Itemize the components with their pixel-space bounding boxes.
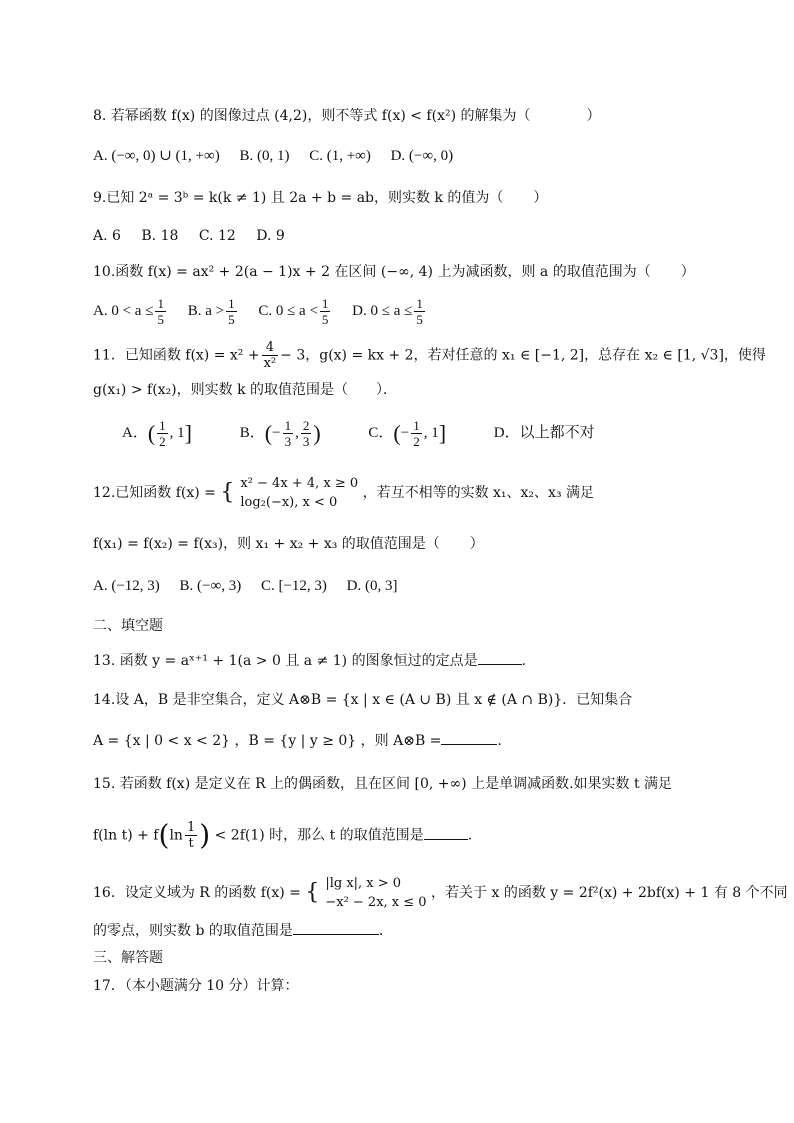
section-heading-fill-in: 二、填空题: [93, 618, 163, 634]
fraction: $\frac{1}{5}$: [157, 296, 164, 327]
question-14-line-1: 14.设 A，B 是非空集合，定义 A⊗B = {x | x ∈ (A ∪ B) 且 x ∉ (A ∩ B)}．已知集合: [93, 692, 633, 708]
question-12-options: [93, 576, 734, 596]
question-8-stem: 8. 若幂函数 f(x) 的图像过点 (4,2)，则不等式 f(x) < f(x²) 的解集为（ ）: [93, 108, 601, 124]
section-heading-solutions: 三、解答题: [93, 950, 163, 966]
question-11-options: [122, 418, 734, 449]
option-b: B. a > $\frac{1}{5}$: [187, 296, 235, 327]
option-b: B. (0, 1): [239, 148, 290, 164]
option-b: B．(− $\frac{1}{3}$ , $\frac{2}{3}$ ): [239, 418, 321, 449]
question-16-line-2: 的零点，则实数 b 的取值范围是 ．: [93, 920, 734, 941]
answer-blank: [293, 920, 379, 935]
question-10-options: [93, 296, 734, 327]
option-d: D. 0 ≤ a ≤ $\frac{1}{5}$: [352, 296, 423, 327]
option-b: B. 18: [141, 228, 179, 244]
question-16-line-1: 16．设定义域为 R 的函数 f(x) = { |lg x|, x > 0 −x² − 2x, x ≤ 0 ，若关于 x 的函数 y = 2f²(x) + 2bf(x) + 1 有 8 个不同: [93, 876, 788, 910]
fraction: $\frac{1}{5}$: [228, 296, 235, 327]
answer-blank: [441, 730, 497, 745]
fraction: $\frac{1}{5}$: [321, 296, 329, 327]
piecewise-function: x² − 4x + 4, x ≥ 0 log₂(−x), x < 0: [240, 476, 359, 510]
option-a: A. (−12, 3): [93, 578, 160, 594]
question-11-stem: 11．已知函数 f(x) = x² + $\frac{4}{\text{x²}}$ − 3，g(x) = kx + 2，若对任意的 x₁ ∈ [−1, 2]，总存在 x₂ ∈ [1, √3]，使得: [93, 340, 766, 371]
piecewise-function: |lg x|, x > 0 −x² − 2x, x ≤ 0: [325, 876, 427, 910]
fraction: $\frac{1}{t}$: [186, 820, 196, 851]
option-a: A. 6: [93, 228, 121, 244]
answer-blank: [478, 650, 522, 665]
question-9-stem: 9.已知 2ᵃ = 3ᵇ = k(k ≠ 1) 且 2a + b = ab，则实数 k 的值为（ ）: [93, 190, 548, 206]
option-d: D. 9: [256, 228, 285, 244]
option-a: A. (−∞, 0) ∪ (1, +∞): [93, 148, 220, 164]
question-14-line-2: A = {x | 0 < x < 2} ，B = {y | y ≥ 0} ，则 A⊗B = .: [93, 730, 734, 751]
option-a: A. 0 < a ≤ $\frac{1}{5}$: [93, 296, 164, 327]
option-c: C. 12: [198, 228, 236, 244]
option-b: B. (−∞, 3): [179, 578, 242, 594]
fraction: $\frac{1}{5}$: [416, 296, 423, 327]
option-c: C. 0 ≤ a < $\frac{1}{5}$: [258, 296, 329, 327]
question-12-stem-cont: f(x₁) = f(x₂) = f(x₃)，则 x₁ + x₂ + x₃ 的取值范围是（ ）: [93, 536, 484, 552]
option-c: C．(− $\frac{1}{2}$ , 1]: [368, 418, 447, 449]
option-a: A．( $\frac{1}{2}$ , 1]: [122, 418, 192, 449]
option-d: D. (−∞, 0): [390, 148, 454, 164]
question-13: 13. 函数 y = aˣ⁺¹ + 1(a > 0 且 a ≠ 1) 的图象恒过的定点是 .: [93, 650, 734, 671]
option-d: D. (0, 3]: [346, 578, 398, 594]
question-10-stem: 10.函数 f(x) = ax² + 2(a − 1)x + 2 在区间 (−∞, 4) 上为减函数，则 a 的取值范围为（ ）: [93, 264, 695, 280]
answer-blank: [424, 825, 468, 840]
option-d: D．以上都不对: [493, 424, 595, 441]
option-c: C. [−12, 3): [260, 578, 327, 594]
question-12-stem: 12.已知函数 f(x) = { x² − 4x + 4, x ≥ 0 log₂(−x), x < 0 ，若互不相等的实数 x₁、x₂、x₃ 满足: [93, 476, 595, 510]
question-8-options: [93, 146, 734, 166]
question-17: 17．（本小题满分 10 分）计算：: [93, 978, 299, 994]
fraction: $\frac{4}{\text{x²}}$: [263, 340, 277, 371]
option-c: C. (1, +∞): [309, 148, 371, 164]
question-15-line-1: 15. 若函数 f(x) 是定义在 R 上的偶函数，且在区间 [0, +∞) 上是单调减函数.如果实数 t 满足: [93, 776, 673, 792]
question-9-options: [93, 226, 734, 246]
question-11-stem-cont: g(x₁) > f(x₂)，则实数 k 的取值范围是（ ）．: [93, 382, 398, 398]
question-15-line-2: f(ln t) + f(ln $\frac{1}{t}$ ) < 2f(1) 时，那么 t 的取值范围是 .: [93, 818, 473, 852]
